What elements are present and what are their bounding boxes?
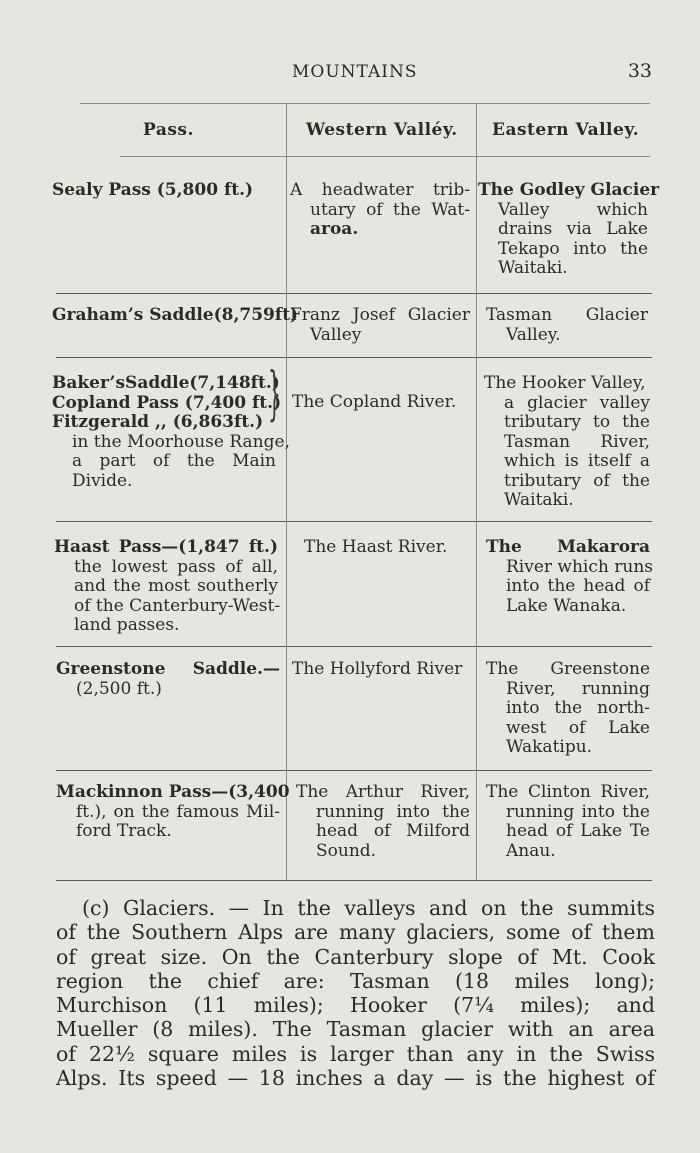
cell-line: which is itself a bbox=[504, 451, 650, 471]
table-cell-western bbox=[304, 538, 472, 558]
cell-line: Graham’s Saddle(8,759ft) bbox=[52, 305, 299, 325]
cell-line: Sound. bbox=[316, 840, 377, 861]
row-rule bbox=[56, 646, 652, 647]
table-top-rule bbox=[80, 103, 650, 104]
table-cell-pass bbox=[54, 537, 281, 636]
table-cell-western bbox=[292, 393, 472, 413]
table-cell-pass bbox=[52, 305, 299, 326]
cell-line: Franz Josef Glacier bbox=[290, 305, 470, 325]
cell-line: head of Lake Te bbox=[506, 821, 650, 841]
cell-line: The Makarora bbox=[486, 537, 650, 557]
cell-line: Valley. bbox=[506, 324, 561, 345]
cell-line: The Hooker Valley, bbox=[484, 373, 646, 393]
cell-line: River which runs bbox=[506, 556, 653, 577]
cell-line: Tasman River, bbox=[504, 431, 650, 452]
cell-line: The Clinton River, bbox=[486, 782, 650, 802]
table-cell-eastern bbox=[486, 537, 653, 616]
table-cell-pass bbox=[52, 181, 280, 201]
cell-line: a glacier valley bbox=[504, 392, 650, 413]
row-rule bbox=[56, 293, 652, 294]
table-cell-pass bbox=[52, 373, 290, 491]
cell-line: The Haast River. bbox=[304, 537, 448, 557]
cell-line: Tasman Glacier bbox=[486, 305, 648, 325]
column-heading-eastern-valley: Eastern Valley. bbox=[492, 120, 640, 140]
cell-line: utary of the Wat- bbox=[310, 199, 470, 220]
cell-line: Haast Pass—(1,847 ft.) bbox=[54, 537, 278, 557]
curly-brace-icon: } bbox=[268, 359, 281, 427]
cell-line: The Godley Glacier bbox=[478, 180, 660, 200]
cell-line: Tekapo into the bbox=[498, 238, 648, 259]
cell-line: tributary to the bbox=[504, 412, 650, 432]
cell-line: Anau. bbox=[506, 840, 556, 861]
cell-line: land passes. bbox=[74, 615, 180, 635]
cell-line: (2,500 ft.) bbox=[76, 678, 162, 699]
table-cell-pass bbox=[56, 782, 290, 842]
cell-line: and the most southerly bbox=[74, 576, 278, 596]
cell-line: a part of the Main bbox=[72, 451, 276, 471]
table-cell-western bbox=[290, 181, 470, 240]
row-rule bbox=[56, 521, 652, 522]
paragraph-line: Murchison (11 miles); Hooker (7¼ miles); and bbox=[56, 993, 655, 1018]
row-rule bbox=[56, 357, 652, 358]
table-cell-western bbox=[290, 306, 470, 345]
cell-line: Wakatipu. bbox=[506, 737, 593, 757]
paragraph-line: Alps. Its speed — 18 inches a day — is the highest of bbox=[56, 1066, 655, 1091]
cell-line: ford Track. bbox=[76, 821, 172, 841]
table-bottom-rule bbox=[56, 880, 652, 881]
cell-line: into the head of bbox=[506, 576, 650, 596]
cell-line: drains via Lake bbox=[498, 219, 648, 239]
cell-line: Mackinnon Pass—(3,400 bbox=[56, 782, 290, 802]
cell-line: River, running bbox=[506, 678, 650, 699]
table-cell-pass bbox=[56, 660, 280, 699]
cell-line: head of Milford bbox=[316, 821, 470, 841]
cell-line: Valley which bbox=[498, 199, 648, 220]
cell-line: running into the bbox=[316, 801, 470, 822]
table-cell-eastern bbox=[486, 660, 650, 758]
table-cell-eastern bbox=[486, 306, 648, 345]
page-number: 33 bbox=[627, 60, 652, 82]
cell-line: in the Moorhouse Range, bbox=[72, 431, 290, 452]
running-head bbox=[0, 60, 700, 86]
cell-line: Sealy Pass (5,800 ft.) bbox=[52, 180, 254, 200]
cell-line: Copland Pass (7,400 ft.) bbox=[52, 392, 282, 413]
table-cell-eastern bbox=[478, 180, 660, 279]
cell-line: of the Canterbury-West- bbox=[74, 595, 281, 616]
cell-line: Valley bbox=[310, 324, 362, 345]
table-cell-eastern bbox=[484, 374, 650, 511]
column-heading-western-valley: Western Valléy. bbox=[306, 120, 458, 140]
paragraph-line: of great size. On the Canterbury slope of Mt. Cook bbox=[56, 944, 655, 969]
cell-line: west of Lake bbox=[506, 717, 650, 738]
table-cell-western bbox=[296, 783, 470, 861]
cell-line: Greenstone Saddle.— bbox=[56, 659, 280, 679]
table-cell-eastern bbox=[486, 783, 650, 861]
paragraph-line: of the Southern Alps are many glaciers, some of them bbox=[56, 920, 655, 945]
cell-line: aroa. bbox=[310, 219, 359, 239]
cell-line: The Hollyford River bbox=[292, 659, 463, 679]
cell-line: Fitzgerald ,, (6,863ft.) bbox=[52, 412, 264, 432]
table-header-rule bbox=[120, 156, 650, 157]
paragraph-line: (c) Glaciers. — In the valleys and on the summits bbox=[82, 896, 655, 920]
cell-line: Waitaki. bbox=[498, 258, 568, 278]
cell-line: The Greenstone bbox=[486, 659, 650, 679]
cell-line: tributary of the bbox=[504, 470, 650, 491]
table-cell-western bbox=[292, 660, 472, 680]
running-title: MOUNTAINS bbox=[292, 62, 418, 82]
cell-line: Divide. bbox=[72, 470, 133, 491]
cell-line: Waitaki. bbox=[504, 490, 574, 510]
cell-line: running into the bbox=[506, 801, 650, 822]
row-rule bbox=[56, 770, 652, 771]
cell-line: Lake Wanaka. bbox=[506, 595, 627, 616]
column-divider-east bbox=[476, 104, 477, 880]
cell-line: The Arthur River, bbox=[296, 782, 470, 802]
column-heading-pass: Pass. bbox=[143, 120, 194, 140]
cell-line: A headwater trib- bbox=[290, 180, 470, 200]
paragraph-line: of 22½ square miles is larger than any in the Swiss bbox=[56, 1041, 655, 1066]
column-divider-west bbox=[286, 104, 287, 880]
paragraph-line: Mueller (8 miles). The Tasman glacier with an area bbox=[56, 1017, 655, 1042]
cell-line: The Copland River. bbox=[292, 392, 457, 412]
cell-line: ft.), on the famous Mil- bbox=[76, 801, 280, 822]
paragraph-line: region the chief are: Tasman (18 miles long); bbox=[56, 968, 655, 993]
cell-line: the lowest pass of all, bbox=[74, 556, 278, 577]
cell-line: Baker’sSaddle(7,148ft.) bbox=[52, 373, 280, 393]
cell-line: into the north- bbox=[506, 698, 650, 718]
glaciers-paragraph bbox=[56, 896, 655, 1090]
